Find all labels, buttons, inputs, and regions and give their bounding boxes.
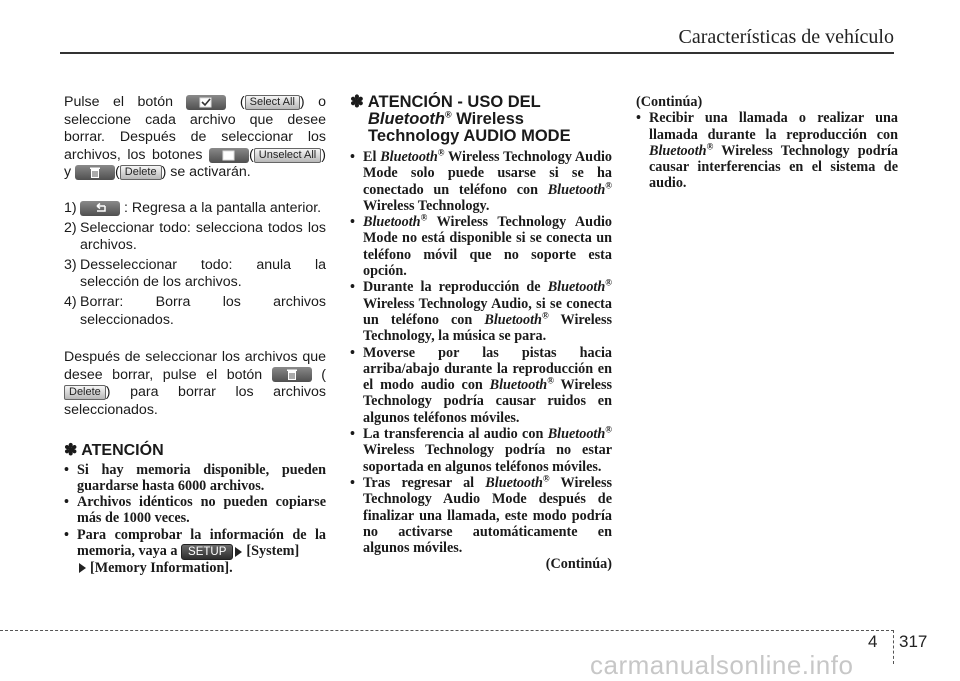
step-number: 3) — [64, 256, 77, 273]
steps-list — [64, 200, 326, 329]
middle-column — [350, 94, 612, 573]
step-item — [64, 200, 326, 218]
right-column — [636, 94, 898, 192]
bluetooth-item — [350, 279, 612, 344]
back-button[interactable] — [80, 201, 120, 216]
step-text: : Regresa a la pantalla anterior. — [123, 199, 322, 216]
watermark: carmanualsonline.info — [590, 650, 854, 680]
b2-text-1: Wireless Technology Audio Mode no está disponible si se conecta un teléfono móvil que no soporte esta opción. — [363, 214, 612, 280]
spacer — [64, 420, 326, 438]
registered-mark: ® — [541, 310, 549, 321]
bullet-dot: • — [636, 110, 641, 127]
b4-text-1: Moverse por las pistas hacia arriba/abajo durante la reproducción en el modo audio con — [363, 344, 612, 394]
title-part-a: ✽ ATENCIÓN - USO DEL — [350, 93, 541, 111]
attention-title: ✽ ATENCIÓN — [64, 441, 164, 459]
b1-text-3: Wireless Technology. — [363, 197, 490, 214]
bullet-dot: • — [64, 494, 69, 511]
step-number: 4) — [64, 293, 77, 310]
b3-text-1: Durante la reproducción de — [363, 279, 541, 296]
intro-text-8: ) se activarán. — [161, 164, 251, 181]
right-list — [636, 110, 898, 191]
delete-text-3: ) para borrar los archivos seleccionados. — [64, 384, 326, 418]
b6-text-2: Wireless Technology Audio Mode después de finalizar una llamada, este modo podría no activarse automáticamente en algunos móviles. — [363, 474, 613, 557]
bluetooth-item — [350, 475, 612, 556]
attention-text: Archivos idénticos no pueden copiarse más de 1000 veces. — [77, 494, 326, 527]
title-part-b: Wireless Technology AUDIO MODE — [368, 110, 571, 145]
intro-text-1: Pulse el botón — [64, 94, 173, 110]
bluetooth-attention-title — [350, 94, 612, 145]
step-item — [64, 220, 326, 255]
title-bluetooth: Bluetooth — [368, 110, 445, 128]
bullet-dot: • — [350, 344, 355, 361]
right-text-2: Wireless Technology podría causar interferencias en el sistema de audio. — [649, 142, 898, 192]
spacer — [64, 182, 326, 200]
attention-text: Para comprobar la información de la memoria, vaya a — [77, 526, 326, 559]
registered-mark: ® — [706, 141, 714, 152]
intro-paragraph — [64, 94, 326, 182]
attention-item — [64, 527, 326, 576]
trash-icon — [272, 367, 312, 382]
attention-item — [64, 494, 326, 527]
bluetooth-list — [350, 149, 612, 556]
intro-text-2: ( — [239, 94, 245, 110]
b5-text-2: Wireless Technology podría no estar soportada en algunos teléfonos móviles. — [363, 442, 612, 475]
bullet-dot: • — [350, 474, 355, 491]
registered-mark: ® — [542, 473, 550, 484]
registered-mark: ® — [437, 147, 445, 158]
intro-text-7: ( — [115, 164, 120, 181]
triangle-right-icon — [235, 547, 242, 557]
bullet-dot: • — [64, 461, 69, 478]
footer-dashed-rule — [0, 630, 894, 631]
bullet-dot: • — [350, 214, 355, 231]
step-number: 2) — [64, 219, 77, 236]
b1-text-1: El — [363, 149, 377, 165]
delete-text-2: ( — [321, 366, 326, 383]
bluetooth-item — [350, 214, 612, 279]
bluetooth-word: Bluetooth — [489, 377, 548, 394]
intro-text-3: ) o seleccione cada archivo que desee borrar. Después de seleccionar los archivos, los botones — [64, 94, 326, 163]
bluetooth-word: Bluetooth — [649, 142, 707, 159]
bluetooth-item — [350, 426, 612, 475]
step-item — [64, 294, 326, 329]
bullet-dot: • — [350, 279, 355, 296]
step-text: Seleccionar todo: selecciona todos los archivos. — [80, 219, 326, 254]
trash-icon — [75, 165, 115, 180]
b1-text-2: Wireless Technology Audio Mode solo puede usarse si se ha conectado un teléfono con — [363, 149, 612, 198]
bluetooth-word: Bluetooth — [484, 311, 542, 328]
select-all-icon-button[interactable] — [186, 95, 226, 110]
registered-mark: ® — [605, 179, 613, 190]
b5-text-1: La transferencia al audio con — [363, 426, 544, 443]
b3-text-3: Wireless Technology, la música se para. — [363, 311, 613, 345]
left-column — [64, 94, 326, 576]
bullet-dot: • — [350, 426, 355, 443]
square-icon — [209, 148, 249, 163]
b6-text-1: Tras regresar al — [363, 474, 475, 491]
bullet-dot: • — [64, 526, 69, 543]
intro-text-4: ( — [249, 146, 254, 163]
continued-header: (Continúa) — [636, 94, 703, 110]
trash-icon-button-2[interactable] — [272, 367, 312, 382]
registered-mark: ® — [420, 212, 428, 223]
select-all-button[interactable]: Select All — [245, 95, 300, 110]
page-number: 317 — [899, 632, 928, 651]
setup-button[interactable]: SETUP — [181, 544, 233, 560]
unselect-all-icon-button[interactable] — [209, 148, 249, 163]
registered-mark: ® — [444, 109, 452, 120]
registered-mark: ® — [605, 277, 612, 288]
delete-button[interactable]: Delete — [120, 165, 162, 180]
attention-list — [64, 462, 326, 577]
step-number: 1) — [64, 199, 77, 216]
bluetooth-word: Bluetooth — [485, 474, 543, 491]
step-text: Desseleccionar todo: anula la selección de los archivos. — [80, 256, 326, 291]
bluetooth-word: Bluetooth — [547, 426, 606, 443]
delete-paragraph — [64, 349, 326, 419]
bluetooth-word: Bluetooth — [363, 214, 421, 231]
registered-mark: ® — [547, 375, 554, 386]
registered-mark: ® — [605, 424, 612, 435]
system-text: [System] — [246, 542, 300, 559]
trash-icon-button[interactable] — [75, 165, 115, 180]
step-item — [64, 257, 326, 292]
back-arrow-icon — [80, 201, 120, 216]
continued-label: (Continúa) — [545, 556, 612, 573]
memory-info-text: [Memory Information]. — [90, 559, 233, 576]
step-text: Borrar: Borra los archivos seleccionados. — [80, 293, 326, 328]
bluetooth-item — [350, 149, 612, 214]
bluetooth-word: Bluetooth — [547, 181, 606, 198]
section-header-title: Características de vehículo — [678, 26, 894, 48]
right-item — [636, 110, 898, 191]
bluetooth-item — [350, 345, 612, 426]
delete-text-1: Después de seleccionar los archivos que desee borrar, pulse el botón — [64, 349, 326, 383]
checkbox-icon — [186, 95, 226, 110]
intro-text-6: y — [64, 164, 72, 181]
unselect-all-button[interactable]: Unselect All — [254, 148, 321, 163]
delete-button-2[interactable]: Delete — [64, 385, 106, 400]
bullet-dot: • — [350, 149, 355, 165]
intro-text-5: ) — [321, 146, 326, 163]
b3-text-2: Wireless Technology Audio, si se conecta un teléfono con — [363, 295, 612, 328]
footer-dashed-divider — [893, 630, 894, 664]
attention-text: Si hay memoria disponible, pueden guardarse hasta 6000 archivos. — [77, 461, 326, 494]
right-text-1: Recibir una llamada o realizar una llamada durante la reproducción con — [649, 110, 898, 143]
triangle-right-icon — [79, 563, 86, 573]
section-number: 4 — [868, 632, 878, 651]
b4-text-2: Wireless Technology podría causar ruidos en algunos teléfonos móviles. — [363, 377, 613, 426]
spacer — [64, 331, 326, 349]
header-rule — [60, 52, 894, 54]
attention-item — [64, 462, 326, 495]
bluetooth-word: Bluetooth — [380, 149, 438, 165]
bluetooth-word: Bluetooth — [547, 279, 606, 296]
